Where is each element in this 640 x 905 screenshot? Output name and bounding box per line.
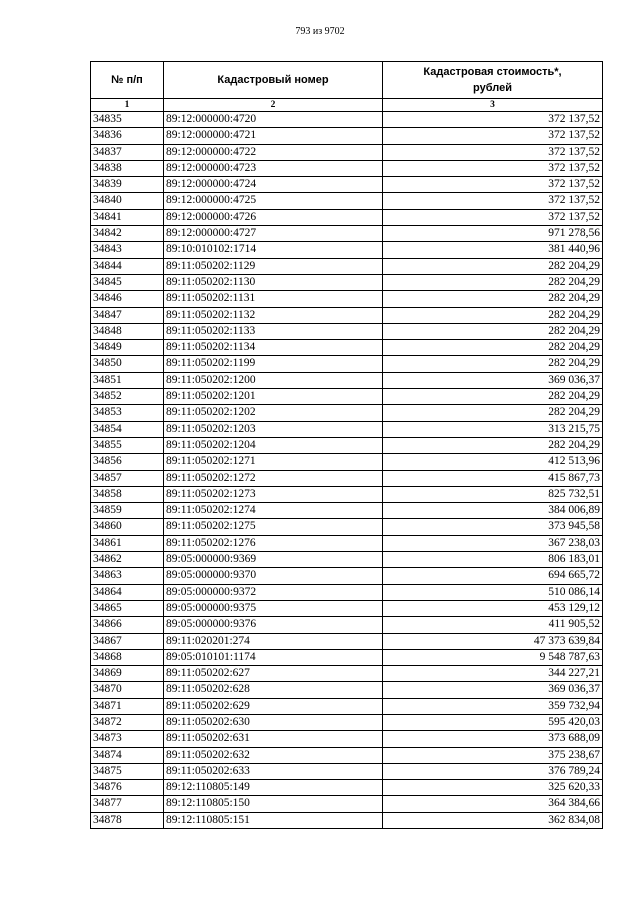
cadastral-value-cell: 369 036,37 bbox=[383, 682, 603, 698]
row-number-cell: 34862 bbox=[91, 552, 164, 568]
cadastral-number-cell: 89:05:010101:1174 bbox=[164, 649, 383, 665]
cadastral-value-cell: 282 204,29 bbox=[383, 437, 603, 453]
row-number-cell: 34868 bbox=[91, 649, 164, 665]
row-number-cell: 34866 bbox=[91, 617, 164, 633]
table-row bbox=[91, 340, 603, 356]
cadastral-value-cell: 282 204,29 bbox=[383, 258, 603, 274]
table-row bbox=[91, 568, 603, 584]
table-row bbox=[91, 682, 603, 698]
row-number-cell: 34860 bbox=[91, 519, 164, 535]
column-number-3: 3 bbox=[383, 99, 603, 112]
cadastral-number-cell: 89:12:110805:151 bbox=[164, 812, 383, 828]
cadastral-number-cell: 89:12:000000:4722 bbox=[164, 144, 383, 160]
table-row bbox=[91, 584, 603, 600]
table-row bbox=[91, 780, 603, 796]
table-row bbox=[91, 552, 603, 568]
table-row bbox=[91, 160, 603, 176]
table-body bbox=[91, 112, 603, 829]
table-row bbox=[91, 389, 603, 405]
table-row bbox=[91, 372, 603, 388]
cadastral-value-cell: 376 789,24 bbox=[383, 763, 603, 779]
cadastral-number-cell: 89:11:050202:1199 bbox=[164, 356, 383, 372]
cadastral-number-cell: 89:11:050202:1272 bbox=[164, 470, 383, 486]
cadastral-value-cell: 282 204,29 bbox=[383, 405, 603, 421]
table-row bbox=[91, 714, 603, 730]
row-number-cell: 34872 bbox=[91, 714, 164, 730]
row-number-cell: 34853 bbox=[91, 405, 164, 421]
row-number-cell: 34850 bbox=[91, 356, 164, 372]
row-number-cell: 34854 bbox=[91, 421, 164, 437]
row-number-cell: 34847 bbox=[91, 307, 164, 323]
row-number-cell: 34865 bbox=[91, 600, 164, 616]
column-number-2: 2 bbox=[164, 99, 383, 112]
table-row bbox=[91, 144, 603, 160]
table-row bbox=[91, 437, 603, 453]
cadastral-number-cell: 89:05:000000:9369 bbox=[164, 552, 383, 568]
row-number-cell: 34867 bbox=[91, 633, 164, 649]
cadastral-value-cell: 359 732,94 bbox=[383, 698, 603, 714]
table-row bbox=[91, 666, 603, 682]
cadastral-value-cell: 595 420,03 bbox=[383, 714, 603, 730]
cadastral-value-cell: 282 204,29 bbox=[383, 323, 603, 339]
column-number-row bbox=[91, 99, 603, 112]
row-number-cell: 34839 bbox=[91, 177, 164, 193]
page-number-header: 793 из 9702 bbox=[295, 26, 345, 37]
cadastral-number-cell: 89:11:050202:1134 bbox=[164, 340, 383, 356]
cadastral-number-cell: 89:12:110805:149 bbox=[164, 780, 383, 796]
cadastral-value-cell: 367 238,03 bbox=[383, 535, 603, 551]
cadastral-value-cell: 282 204,29 bbox=[383, 291, 603, 307]
cadastral-number-cell: 89:05:000000:9375 bbox=[164, 600, 383, 616]
cadastral-value-cell: 971 278,56 bbox=[383, 226, 603, 242]
cadastral-number-cell: 89:11:050202:1273 bbox=[164, 486, 383, 502]
table-row bbox=[91, 291, 603, 307]
row-number-cell: 34861 bbox=[91, 535, 164, 551]
cadastral-number-cell: 89:11:050202:1201 bbox=[164, 389, 383, 405]
cadastral-number-cell: 89:11:050202:1132 bbox=[164, 307, 383, 323]
table-row bbox=[91, 193, 603, 209]
cadastral-value-cell: 825 732,51 bbox=[383, 486, 603, 502]
cadastral-number-cell: 89:05:000000:9372 bbox=[164, 584, 383, 600]
table-row bbox=[91, 112, 603, 128]
cadastral-value-cell: 412 513,96 bbox=[383, 454, 603, 470]
cadastral-number-cell: 89:11:050202:1204 bbox=[164, 437, 383, 453]
table-row bbox=[91, 812, 603, 828]
row-number-cell: 34876 bbox=[91, 780, 164, 796]
cadastral-value-cell: 362 834,08 bbox=[383, 812, 603, 828]
table-row bbox=[91, 600, 603, 616]
row-number-cell: 34840 bbox=[91, 193, 164, 209]
cadastral-value-cell: 282 204,29 bbox=[383, 389, 603, 405]
row-number-cell: 34842 bbox=[91, 226, 164, 242]
cadastral-value-table bbox=[90, 61, 603, 829]
table-row bbox=[91, 633, 603, 649]
cadastral-number-cell: 89:11:050202:629 bbox=[164, 698, 383, 714]
row-number-cell: 34835 bbox=[91, 112, 164, 128]
cadastral-value-cell: 373 688,09 bbox=[383, 731, 603, 747]
row-number-cell: 34837 bbox=[91, 144, 164, 160]
row-number-cell: 34838 bbox=[91, 160, 164, 176]
cadastral-number-cell: 89:11:050202:1129 bbox=[164, 258, 383, 274]
cadastral-value-cell: 381 440,96 bbox=[383, 242, 603, 258]
cadastral-number-cell: 89:11:050202:1274 bbox=[164, 503, 383, 519]
cadastral-number-cell: 89:11:050202:633 bbox=[164, 763, 383, 779]
cadastral-value-cell: 375 238,67 bbox=[383, 747, 603, 763]
table-row bbox=[91, 226, 603, 242]
cadastral-number-cell: 89:11:050202:1271 bbox=[164, 454, 383, 470]
row-number-cell: 34845 bbox=[91, 274, 164, 290]
table-row bbox=[91, 274, 603, 290]
row-number-cell: 34852 bbox=[91, 389, 164, 405]
table-row bbox=[91, 747, 603, 763]
table-row bbox=[91, 731, 603, 747]
cadastral-number-cell: 89:12:000000:4724 bbox=[164, 177, 383, 193]
cadastral-number-cell: 89:11:050202:628 bbox=[164, 682, 383, 698]
row-number-cell: 34843 bbox=[91, 242, 164, 258]
row-number-cell: 34869 bbox=[91, 666, 164, 682]
row-number-cell: 34873 bbox=[91, 731, 164, 747]
row-number-cell: 34855 bbox=[91, 437, 164, 453]
column-number-1: 1 bbox=[91, 99, 164, 112]
row-number-cell: 34875 bbox=[91, 763, 164, 779]
cadastral-number-cell: 89:12:110805:150 bbox=[164, 796, 383, 812]
cadastral-value-cell: 453 129,12 bbox=[383, 600, 603, 616]
row-number-cell: 34863 bbox=[91, 568, 164, 584]
cadastral-value-cell: 325 620,33 bbox=[383, 780, 603, 796]
cadastral-value-cell: 694 665,72 bbox=[383, 568, 603, 584]
table-row bbox=[91, 796, 603, 812]
cadastral-number-cell: 89:05:000000:9370 bbox=[164, 568, 383, 584]
row-number-cell: 34849 bbox=[91, 340, 164, 356]
header-cadastral-value-line2: рублей bbox=[473, 82, 512, 94]
table-row bbox=[91, 503, 603, 519]
header-cadastral-value bbox=[383, 62, 603, 99]
cadastral-number-cell: 89:11:050202:631 bbox=[164, 731, 383, 747]
cadastral-value-cell: 282 204,29 bbox=[383, 307, 603, 323]
cadastral-value-cell: 806 183,01 bbox=[383, 552, 603, 568]
table-row bbox=[91, 258, 603, 274]
row-number-cell: 34874 bbox=[91, 747, 164, 763]
cadastral-number-cell: 89:11:020201:274 bbox=[164, 633, 383, 649]
cadastral-number-cell: 89:11:050202:1203 bbox=[164, 421, 383, 437]
cadastral-number-cell: 89:10:010102:1714 bbox=[164, 242, 383, 258]
row-number-cell: 34844 bbox=[91, 258, 164, 274]
header-cadastral-value-line1: Кадастровая стоимость*, bbox=[423, 66, 562, 78]
cadastral-number-cell: 89:12:000000:4726 bbox=[164, 209, 383, 225]
cadastral-number-cell: 89:11:050202:1275 bbox=[164, 519, 383, 535]
table-row bbox=[91, 307, 603, 323]
cadastral-value-cell: 373 945,58 bbox=[383, 519, 603, 535]
cadastral-value-cell: 344 227,21 bbox=[383, 666, 603, 682]
table-row bbox=[91, 323, 603, 339]
table-row bbox=[91, 209, 603, 225]
table-row bbox=[91, 649, 603, 665]
cadastral-number-cell: 89:11:050202:1200 bbox=[164, 372, 383, 388]
cadastral-value-cell: 282 204,29 bbox=[383, 340, 603, 356]
cadastral-value-cell: 313 215,75 bbox=[383, 421, 603, 437]
cadastral-number-cell: 89:12:000000:4723 bbox=[164, 160, 383, 176]
row-number-cell: 34841 bbox=[91, 209, 164, 225]
cadastral-value-cell: 372 137,52 bbox=[383, 193, 603, 209]
cadastral-value-cell: 369 036,37 bbox=[383, 372, 603, 388]
table-row bbox=[91, 405, 603, 421]
cadastral-number-cell: 89:11:050202:1202 bbox=[164, 405, 383, 421]
cadastral-number-cell: 89:05:000000:9376 bbox=[164, 617, 383, 633]
table-row bbox=[91, 356, 603, 372]
cadastral-number-cell: 89:11:050202:1130 bbox=[164, 274, 383, 290]
cadastral-number-cell: 89:11:050202:1131 bbox=[164, 291, 383, 307]
table-row bbox=[91, 421, 603, 437]
row-number-cell: 34859 bbox=[91, 503, 164, 519]
cadastral-number-cell: 89:11:050202:632 bbox=[164, 747, 383, 763]
table-row bbox=[91, 535, 603, 551]
cadastral-number-cell: 89:12:000000:4727 bbox=[164, 226, 383, 242]
header-cadastral-number: Кадастровый номер bbox=[164, 62, 383, 99]
cadastral-number-cell: 89:11:050202:627 bbox=[164, 666, 383, 682]
row-number-cell: 34857 bbox=[91, 470, 164, 486]
table-header-row bbox=[91, 62, 603, 99]
row-number-cell: 34878 bbox=[91, 812, 164, 828]
cadastral-value-cell: 282 204,29 bbox=[383, 356, 603, 372]
row-number-cell: 34856 bbox=[91, 454, 164, 470]
cadastral-value-cell: 384 006,89 bbox=[383, 503, 603, 519]
row-number-cell: 34871 bbox=[91, 698, 164, 714]
table-row bbox=[91, 698, 603, 714]
cadastral-number-cell: 89:11:050202:630 bbox=[164, 714, 383, 730]
cadastral-number-cell: 89:11:050202:1133 bbox=[164, 323, 383, 339]
cadastral-value-cell: 47 373 639,84 bbox=[383, 633, 603, 649]
cadastral-number-cell: 89:12:000000:4725 bbox=[164, 193, 383, 209]
row-number-cell: 34851 bbox=[91, 372, 164, 388]
row-number-cell: 34848 bbox=[91, 323, 164, 339]
row-number-cell: 34846 bbox=[91, 291, 164, 307]
cadastral-value-cell: 415 867,73 bbox=[383, 470, 603, 486]
cadastral-value-cell: 372 137,52 bbox=[383, 128, 603, 144]
cadastral-value-cell: 411 905,52 bbox=[383, 617, 603, 633]
table-row bbox=[91, 128, 603, 144]
cadastral-value-cell: 372 137,52 bbox=[383, 160, 603, 176]
cadastral-value-cell: 9 548 787,63 bbox=[383, 649, 603, 665]
table-row bbox=[91, 470, 603, 486]
cadastral-value-cell: 510 086,14 bbox=[383, 584, 603, 600]
cadastral-number-cell: 89:11:050202:1276 bbox=[164, 535, 383, 551]
row-number-cell: 34836 bbox=[91, 128, 164, 144]
table-row bbox=[91, 486, 603, 502]
cadastral-value-cell: 372 137,52 bbox=[383, 144, 603, 160]
cadastral-number-cell: 89:12:000000:4720 bbox=[164, 112, 383, 128]
table-row bbox=[91, 763, 603, 779]
table-row bbox=[91, 519, 603, 535]
row-number-cell: 34864 bbox=[91, 584, 164, 600]
row-number-cell: 34870 bbox=[91, 682, 164, 698]
cadastral-number-cell: 89:12:000000:4721 bbox=[164, 128, 383, 144]
row-number-cell: 34858 bbox=[91, 486, 164, 502]
cadastral-value-cell: 372 137,52 bbox=[383, 209, 603, 225]
row-number-cell: 34877 bbox=[91, 796, 164, 812]
table-row bbox=[91, 242, 603, 258]
cadastral-value-cell: 372 137,52 bbox=[383, 177, 603, 193]
cadastral-value-cell: 372 137,52 bbox=[383, 112, 603, 128]
cadastral-value-cell: 364 384,66 bbox=[383, 796, 603, 812]
table-row bbox=[91, 617, 603, 633]
header-row-number: № п/п bbox=[91, 62, 164, 99]
table-row bbox=[91, 454, 603, 470]
cadastral-value-cell: 282 204,29 bbox=[383, 274, 603, 290]
table-row bbox=[91, 177, 603, 193]
